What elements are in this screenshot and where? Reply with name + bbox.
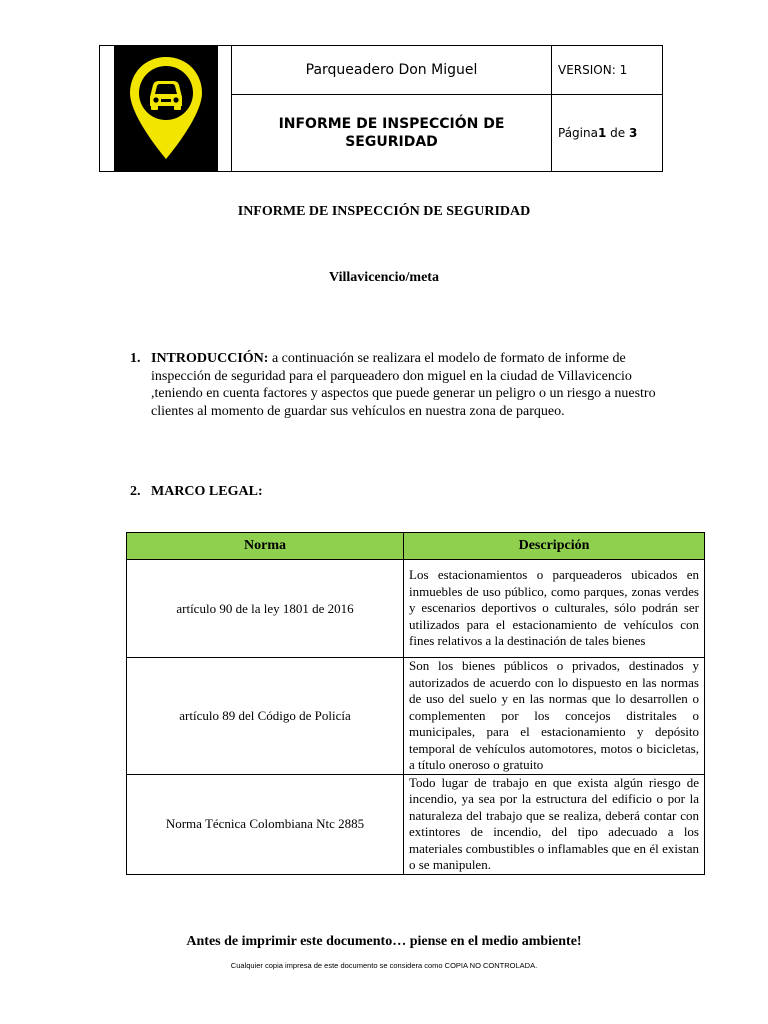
logo-cell bbox=[100, 46, 232, 171]
table-row bbox=[127, 774, 705, 874]
column-header-descripcion: Descripción bbox=[404, 533, 705, 560]
header-title: INFORME DE INSPECCIÓN DE SEGURIDAD bbox=[232, 95, 552, 171]
logo-divider bbox=[217, 46, 218, 171]
section-legal-framework bbox=[130, 483, 263, 501]
page-prefix: Página bbox=[558, 126, 598, 140]
column-header-norma: Norma bbox=[127, 533, 404, 560]
page-total: 3 bbox=[628, 126, 638, 140]
version-label: VERSION: 1 bbox=[552, 46, 662, 95]
descripcion-cell: Todo lugar de trabajo en que exista algún riesgo de incendio, ya sea por la estructura del edificio o por la naturaleza del trabajo que se realiza, deberá contar con extintores de incendio, del tipo adecuado a los materiales combustibles o inflamables que en él existan o se manipulen. bbox=[404, 774, 705, 874]
section-number: 2. bbox=[130, 484, 141, 499]
section-number: 1. bbox=[130, 351, 141, 366]
descripcion-cell: Son los bienes públicos o privados, destinados y autorizados de acuerdo con lo dispuesto en las normas de uso del suelo y en las normas que lo desarrollen o complementen por los concejos distritales o municipales, para el estacionamiento y depósito temporal de vehículos automotores, motos o bicicletas, a título oneroso o gratuito bbox=[404, 658, 705, 775]
norma-cell: Norma Técnica Colombiana Ntc 2885 bbox=[127, 774, 404, 874]
document-header-table bbox=[99, 45, 663, 172]
document-place: Villavicencio/meta bbox=[329, 270, 439, 285]
footer-environment-message: Antes de imprimir este documento… piense en el medio ambiente! bbox=[186, 934, 582, 949]
descripcion-cell: Los estacionamientos o parqueaderos ubicados en inmuebles de uso público, como parques, zonas verdes y escenarios deportivos o culturales, sólo podrán ser utilizados para el estacionamiento de vehículos con fines relativos a la destinación de tales bienes bbox=[404, 560, 705, 658]
norma-cell: artículo 89 del Código de Policía bbox=[127, 658, 404, 775]
document-title: INFORME DE INSPECCIÓN DE SEGURIDAD bbox=[237, 204, 531, 219]
footer-copy-note: Cualquier copia impresa de este documento se considera como COPIA NO CONTROLADA. bbox=[230, 961, 538, 970]
section-heading: INTRODUCCIÓN: bbox=[151, 351, 269, 366]
section-text: a continuación se realizara el modelo de formato de informe de inspección de seguridad para el parqueadero don miguel en la ciudad de Villavicencio ,teniendo en cuenta factores y aspectos que puede generar un peligro o un riesgo a nuestro clientes al momento de guardar sus vehículos en nuestra zona de parqueo. bbox=[151, 351, 656, 419]
table-row bbox=[127, 560, 705, 658]
section-heading: MARCO LEGAL: bbox=[151, 484, 263, 499]
section-introduction bbox=[130, 350, 670, 420]
legal-framework-table bbox=[126, 532, 705, 875]
norma-cell: artículo 90 de la ley 1801 de 2016 bbox=[127, 560, 404, 658]
company-name: Parqueadero Don Miguel bbox=[232, 46, 552, 95]
page-indicator bbox=[552, 95, 662, 171]
page-separator: de bbox=[606, 126, 629, 140]
company-logo bbox=[114, 46, 217, 171]
section-body bbox=[151, 350, 670, 420]
page-current: 1 bbox=[597, 126, 607, 140]
table-header-row bbox=[127, 533, 705, 560]
car-location-pin-icon bbox=[126, 53, 206, 165]
table-row bbox=[127, 658, 705, 775]
